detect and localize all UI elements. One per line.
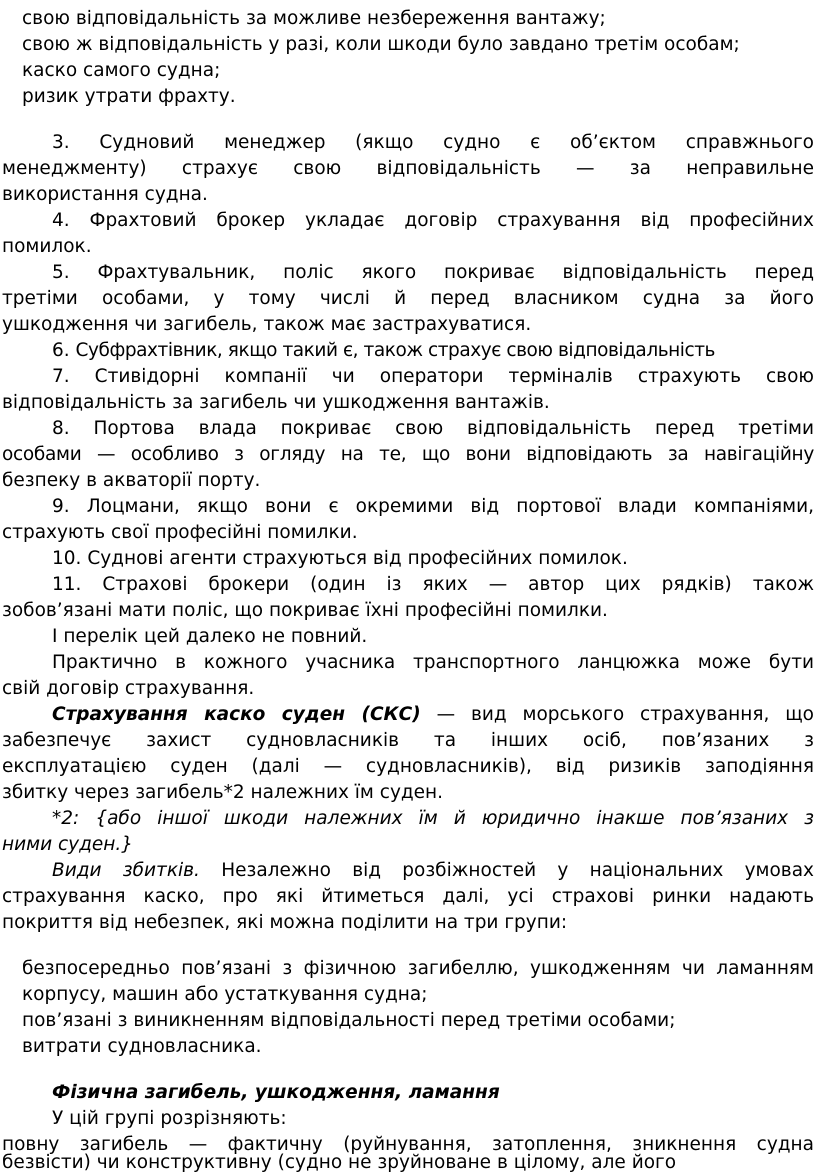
- defined-term: Страхування каско суден (СКС): [52, 704, 421, 725]
- item-number: 7.: [52, 366, 70, 387]
- definition-paragraph: [52, 702, 814, 728]
- types-text: страхування каско, про які йтиметься далі, усі страхові ринки надають: [2, 886, 814, 907]
- item-number: 3.: [52, 132, 70, 153]
- list-item: ризик утрати фрахту.: [22, 86, 236, 107]
- item-text: використання судна.: [2, 184, 208, 205]
- group-item: витрати судновласника.: [22, 1036, 262, 1057]
- item-text: Субфрахтівник, якщо такий є, також страхує свою відповідальність: [75, 340, 715, 361]
- item-text: Суднові агенти страхуються від професійних помилок.: [87, 548, 628, 569]
- types-paragraph: [52, 858, 814, 884]
- item-text: безпеку в акваторії порту.: [2, 470, 261, 491]
- types-text: покриття від небезпек, які можна поділити на три групи:: [2, 912, 568, 933]
- item-text: Фрахтувальник, поліс якого покриває відповідальність перед: [97, 262, 814, 283]
- footnote: *2: {або іншої шкоди належних їм й юридично інакше пов’язаних з: [52, 808, 814, 829]
- numbered-item-3: [52, 130, 814, 156]
- numbered-item-7: [52, 364, 814, 390]
- item-text: зобов’язані мати поліс, що покриває їхні професійні помилки.: [2, 600, 608, 621]
- paragraph-line: безвісти) чи конструктивну (судно не зруйноване в цілому, але його: [2, 1152, 677, 1173]
- item-number: 8.: [52, 418, 70, 439]
- section-heading: Фізична загибель, ушкодження, ламання: [52, 1082, 500, 1103]
- numbered-item-10: [52, 546, 628, 572]
- list-item: свою відповідальність за можливе незбереження вантажу;: [22, 8, 606, 29]
- item-number: 9.: [52, 496, 70, 517]
- item-text: особами — особливо з огляду на те, що вони відповідають за навігаційну: [2, 444, 814, 465]
- paragraph: повну загибель — фактичну (руйнування, затоплення, зникнення судна: [2, 1134, 814, 1155]
- item-text: Страхові брокери (один із яких — автор цих рядків) також: [102, 574, 814, 595]
- item-text: ушкодження чи загибель, також має застрахуватися.: [2, 314, 532, 335]
- numbered-item-8: [52, 416, 814, 442]
- list-item: свою ж відповідальність у разі, коли шкоди було завдано третім особам;: [22, 34, 740, 55]
- numbered-item-5: [52, 260, 814, 286]
- paragraph-line: свій договір страхування.: [2, 678, 255, 699]
- item-number: 5.: [52, 262, 70, 283]
- numbered-item-11: [52, 572, 814, 598]
- section-intro: У цій групі розрізняють:: [52, 1108, 287, 1129]
- item-text: Судновий менеджер (якщо судно є об’єктом справжнього: [99, 132, 814, 153]
- group-item: пов’язані з виникненням відповідальності перед третіми особами;: [22, 1010, 676, 1031]
- group-item-line: корпусу, машин або устаткування судна;: [22, 984, 428, 1005]
- item-text: менеджменту) страхує свою відповідальність — за неправильне: [2, 158, 814, 179]
- item-text: третіми особами, у тому числі й перед власником судна за його: [2, 288, 814, 309]
- definition-text: — вид морського страхування, що: [420, 704, 814, 725]
- types-term: Види збитків.: [52, 860, 200, 881]
- footnote-line: ними суден.}: [2, 834, 134, 855]
- group-item: безпосередньо пов’язані з фізичною загибеллю, ушкодженням чи ламанням: [22, 958, 814, 979]
- item-text: Стивідорні компанії чи оператори терміналів страхують свою: [94, 366, 814, 387]
- item-text: помилок.: [2, 236, 92, 257]
- types-text: Незалежно від розбіжностей у національних умовах: [199, 860, 814, 881]
- numbered-item-9: [52, 494, 814, 520]
- item-number: 6.: [52, 340, 70, 361]
- paragraph: І перелік цей далеко не повний.: [52, 626, 368, 647]
- item-number: 10.: [52, 548, 82, 569]
- numbered-item-4: [52, 208, 814, 234]
- item-text: Портова влада покриває свою відповідальність перед третіми: [93, 418, 815, 439]
- item-text: Фрахтовий брокер укладає договір страхування від професійних: [89, 210, 814, 231]
- item-number: 4.: [52, 210, 70, 231]
- definition-text: збитку через загибель*2 належних їм суден.: [2, 782, 444, 803]
- definition-text: експлуатацією суден (далі — судновласників), від ризиків заподіяння: [2, 756, 814, 777]
- item-text: відповідальність за загибель чи ушкодження вантажів.: [2, 392, 550, 413]
- item-number: 11.: [52, 574, 82, 595]
- paragraph: Практично в кожного учасника транспортного ланцюжка може бути: [52, 652, 814, 673]
- definition-text: забезпечує захист судновласників та інших осіб, пов’язаних з: [2, 730, 814, 751]
- numbered-item-6: [52, 338, 715, 364]
- item-text: страхують свої професійні помилки.: [2, 522, 358, 543]
- item-text: Лоцмани, якщо вони є окремими від портової влади компаніями,: [86, 496, 814, 517]
- list-item: каско самого судна;: [22, 60, 221, 81]
